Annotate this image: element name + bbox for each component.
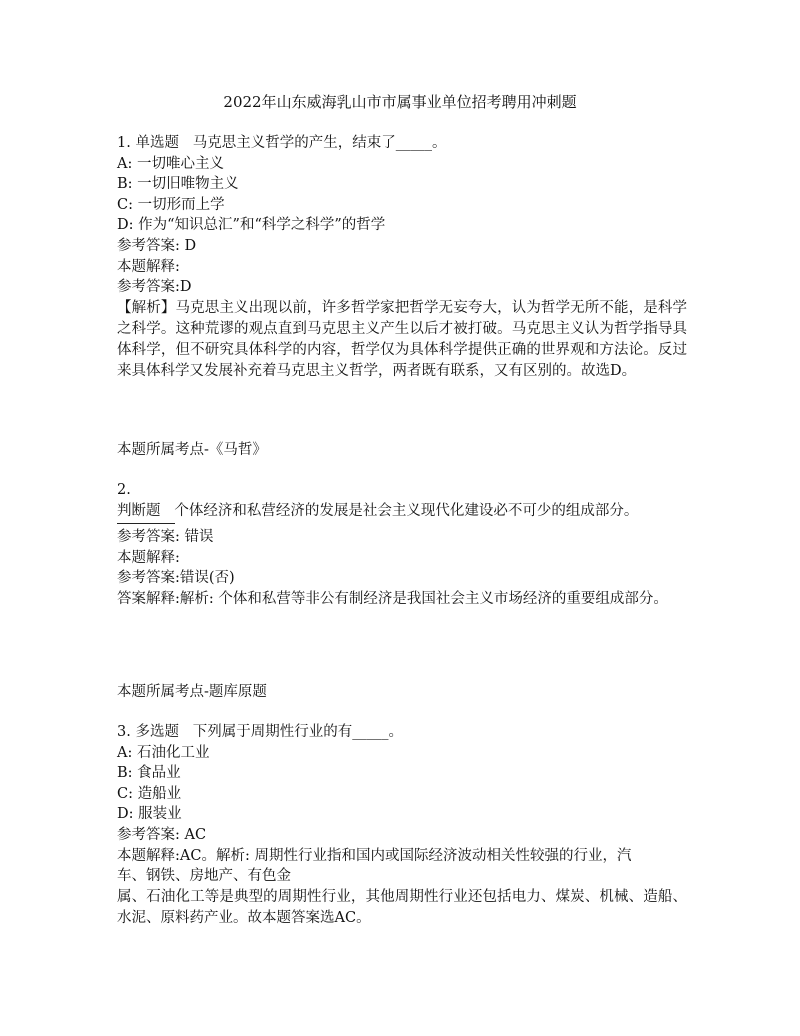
question-1-point-block bbox=[117, 440, 687, 461]
question-1-stem: 1. 单选题 马克思主义哲学的产生，结束了_____。 bbox=[117, 135, 447, 151]
question-1 bbox=[117, 133, 687, 382]
question-2 bbox=[117, 480, 687, 610]
question-2-answer-repeat: 参考答案:错误(否) bbox=[117, 570, 235, 587]
question-2-stem: 判断题 个体经济和私营经济的发展是社会主义现代化建设必不可少的组成部分。 bbox=[117, 502, 639, 519]
question-1-explain-label: 本题解释: bbox=[117, 258, 180, 275]
question-3-analysis-rest: 属、石油化工等是典型的周期性行业，其他周期性行业还包括电力、煤炭、机械、造船、水泥、原料药产业。故本题答案选AC。 bbox=[117, 888, 687, 926]
question-3-stem: 3. 多选题 下列属于周期性行业的有_____。 bbox=[117, 724, 404, 740]
question-3-analysis-line-1: 本题解释:AC。解析: 周期性行业指和国内或国际经济波动相关性较强的行业，汽 bbox=[117, 847, 632, 864]
question-3 bbox=[117, 722, 687, 929]
question-3-option-c: C: 造船业 bbox=[117, 785, 182, 802]
question-2-blank-line bbox=[117, 523, 175, 524]
question-3-option-b: B: 食品业 bbox=[117, 765, 181, 782]
question-1-option-b: B: 一切旧唯物主义 bbox=[117, 176, 239, 193]
question-1-answer-repeat: 参考答案:D bbox=[117, 279, 192, 296]
question-1-option-d: D: 作为“知识总汇”和“科学之科学”的哲学 bbox=[117, 217, 386, 234]
question-3-option-a: A: 石油化工业 bbox=[117, 744, 210, 761]
question-1-answer: 参考答案: D bbox=[117, 237, 197, 254]
question-2-answer: 参考答案: 错误 bbox=[117, 529, 214, 546]
question-1-point: 本题所属考点-《马哲》 bbox=[117, 442, 267, 458]
question-1-analysis: 【解析】马克思主义出现以前，许多哲学家把哲学无妄夸大，认为哲学无所不能，是科学之科学。这种荒谬的观点直到马克思主义产生以后才被打破。马克思主义认为哲学指导具体科学，但不研究具体科学的内容，哲学仅为具体科学提供正确的世界观和方法论。反过来具体科学又发展补充着马克思主义哲学，两者既有联系，又有区别的。故选D。 bbox=[117, 299, 687, 379]
question-3-answer: 参考答案: AC bbox=[117, 826, 207, 843]
question-3-option-d: D: 服装业 bbox=[117, 806, 182, 823]
question-2-point: 本题所属考点-题库原题 bbox=[117, 684, 267, 700]
question-2-analysis: 答案解释:解析: 个体和私营等非公有制经济是我国社会主义市场经济的重要组成部分。 bbox=[117, 590, 668, 607]
question-2-number: 2. bbox=[117, 482, 131, 498]
question-2-point-block bbox=[117, 682, 687, 703]
question-3-analysis-line-2: 车、钢铁、房地产、有色金 bbox=[117, 868, 291, 885]
question-2-explain-label: 本题解释: bbox=[117, 549, 180, 566]
question-1-option-a: A: 一切唯心主义 bbox=[117, 155, 224, 172]
question-1-option-c: C: 一切形而上学 bbox=[117, 196, 225, 213]
document-title: 2022年山东威海乳山市市属事业单位招考聘用冲刺题 bbox=[223, 93, 577, 111]
